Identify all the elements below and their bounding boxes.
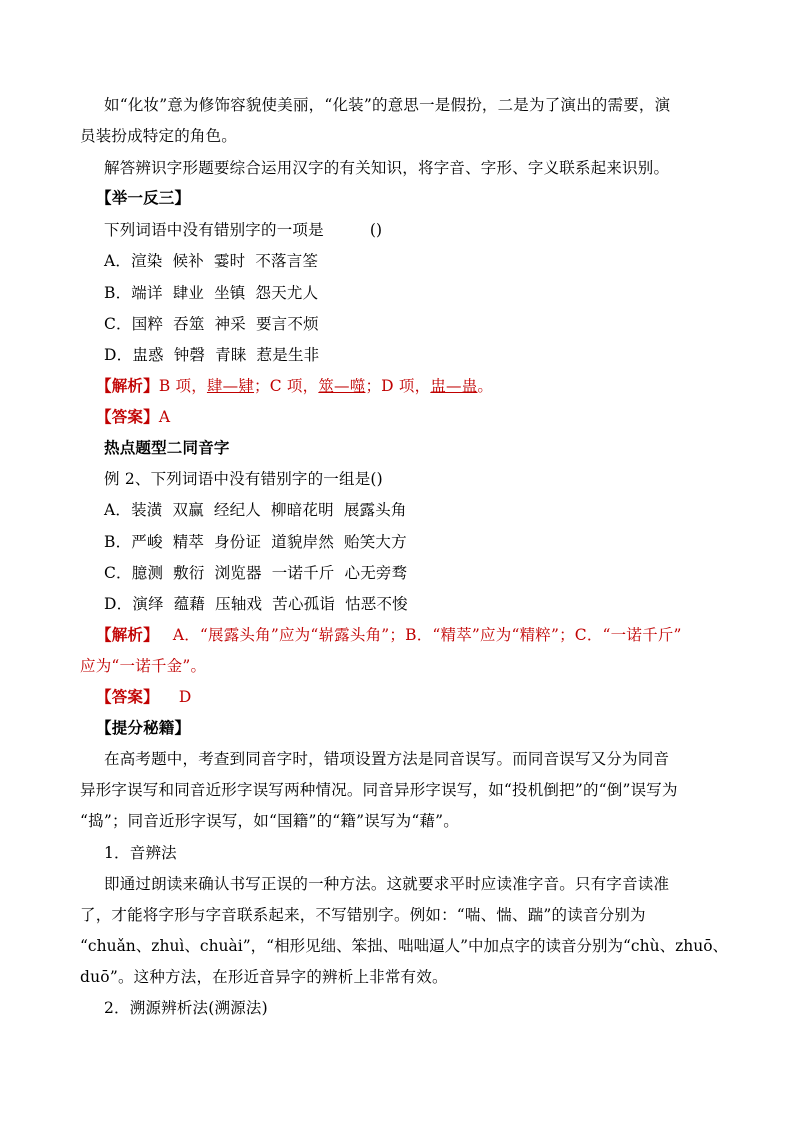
analysis-tag: 【解析】 [96,376,159,395]
paragraph-line: 员装扮成特定的角色。 [80,127,238,145]
option-c: C．国粹 吞筮 神采 要言不烦 [104,315,319,333]
option-c: C．臆测 敷衍 浏览器 一诺千斤 心无旁骛 [104,564,408,582]
option-a: A．渲染 候补 霎时 不落言筌 [104,252,319,270]
answer-tag: 【答案】 [96,407,159,426]
tips-heading: 【提分秘籍】 [96,718,191,737]
answer-tag: 【答案】 [96,687,159,706]
analysis-2-cont: 应为“一诺千金”。 [80,657,207,675]
analysis-1: 【解析】B 项，肆—肄；C 项，筮—噬；D 项，盅—蛊。 [96,376,494,395]
paragraph-line: “chuǎn、zhuì、chuài”，“相形见绌、笨拙、咄咄逼人”中加点字的读音分别为“chù、zhuō、 [80,937,729,955]
answer-1 [96,407,170,427]
analysis-2: 【解析】 A．“展露头角”应为“崭露头角”；B．“精萃”应为“精粹”；C．“一诺千斤” [96,625,682,644]
analysis-tag: 【解析】 [96,625,159,644]
method-title: 1．音辨法 [104,844,177,862]
answer-paren: () [369,221,383,239]
answer-value: D [178,688,192,706]
method-title: 2．溯源辨析法(溯源法) [104,999,268,1017]
paragraph-line: 异形字误写和同音近形字误写两种情况。同音异形字误写，如“投机倒把”的“倒”误写为 [80,781,678,799]
option-d: D．盅惑 钟磬 青睐 惹是生非 [104,346,320,364]
practice-heading: 【举一反三】 [96,188,191,207]
paragraph-line: 解答辨识字形题要综合运用汉字的有关知识，将字音、字形、字义联系起来识别。 [104,159,670,177]
option-b: B．端详 肆业 坐镇 怨天尤人 [104,284,319,302]
section-title: 热点题型二同音字 [104,438,230,457]
paragraph-line: 如“化妆”意为修饰容貌使美丽，“化装”的意思一是假扮，二是为了演出的需要，演 [104,96,671,114]
answer-value: A [158,408,171,426]
option-d: D．演绎 蕴藉 压轴戏 苦心孤诣 怙恶不悛 [104,595,408,613]
answer-2 [96,687,191,707]
paragraph-line: “捣”；同音近形字误写，如“国籍”的“籍”误写为“藉”。 [80,812,459,830]
question-stem [104,220,382,240]
option-b: B．严峻 精萃 身份证 道貌岸然 贻笑大方 [104,533,407,551]
option-a: A．装潢 双赢 经纪人 柳暗花明 展露头角 [104,501,407,519]
paragraph-line: 在高考题中，考查到同音字时，错项设置方法是同音误写。而同音误写又分为同音 [104,750,670,768]
question-stem: 例 2、下列词语中没有错别字的一组是() [104,470,383,488]
paragraph-line: duō”。这种方法，在形近音异字的辨析上非常有效。 [80,968,448,986]
paragraph-line: 了，才能将字形与字音联系起来，不写错别字。例如：“喘、惴、踹”的读音分别为 [80,906,646,924]
question-stem-text: 下列词语中没有错别字的一项是 [104,221,324,239]
paragraph-line: 即通过朗读来确认书写正误的一种方法。这就要求平时应读准字音。只有字音读准 [104,875,670,893]
